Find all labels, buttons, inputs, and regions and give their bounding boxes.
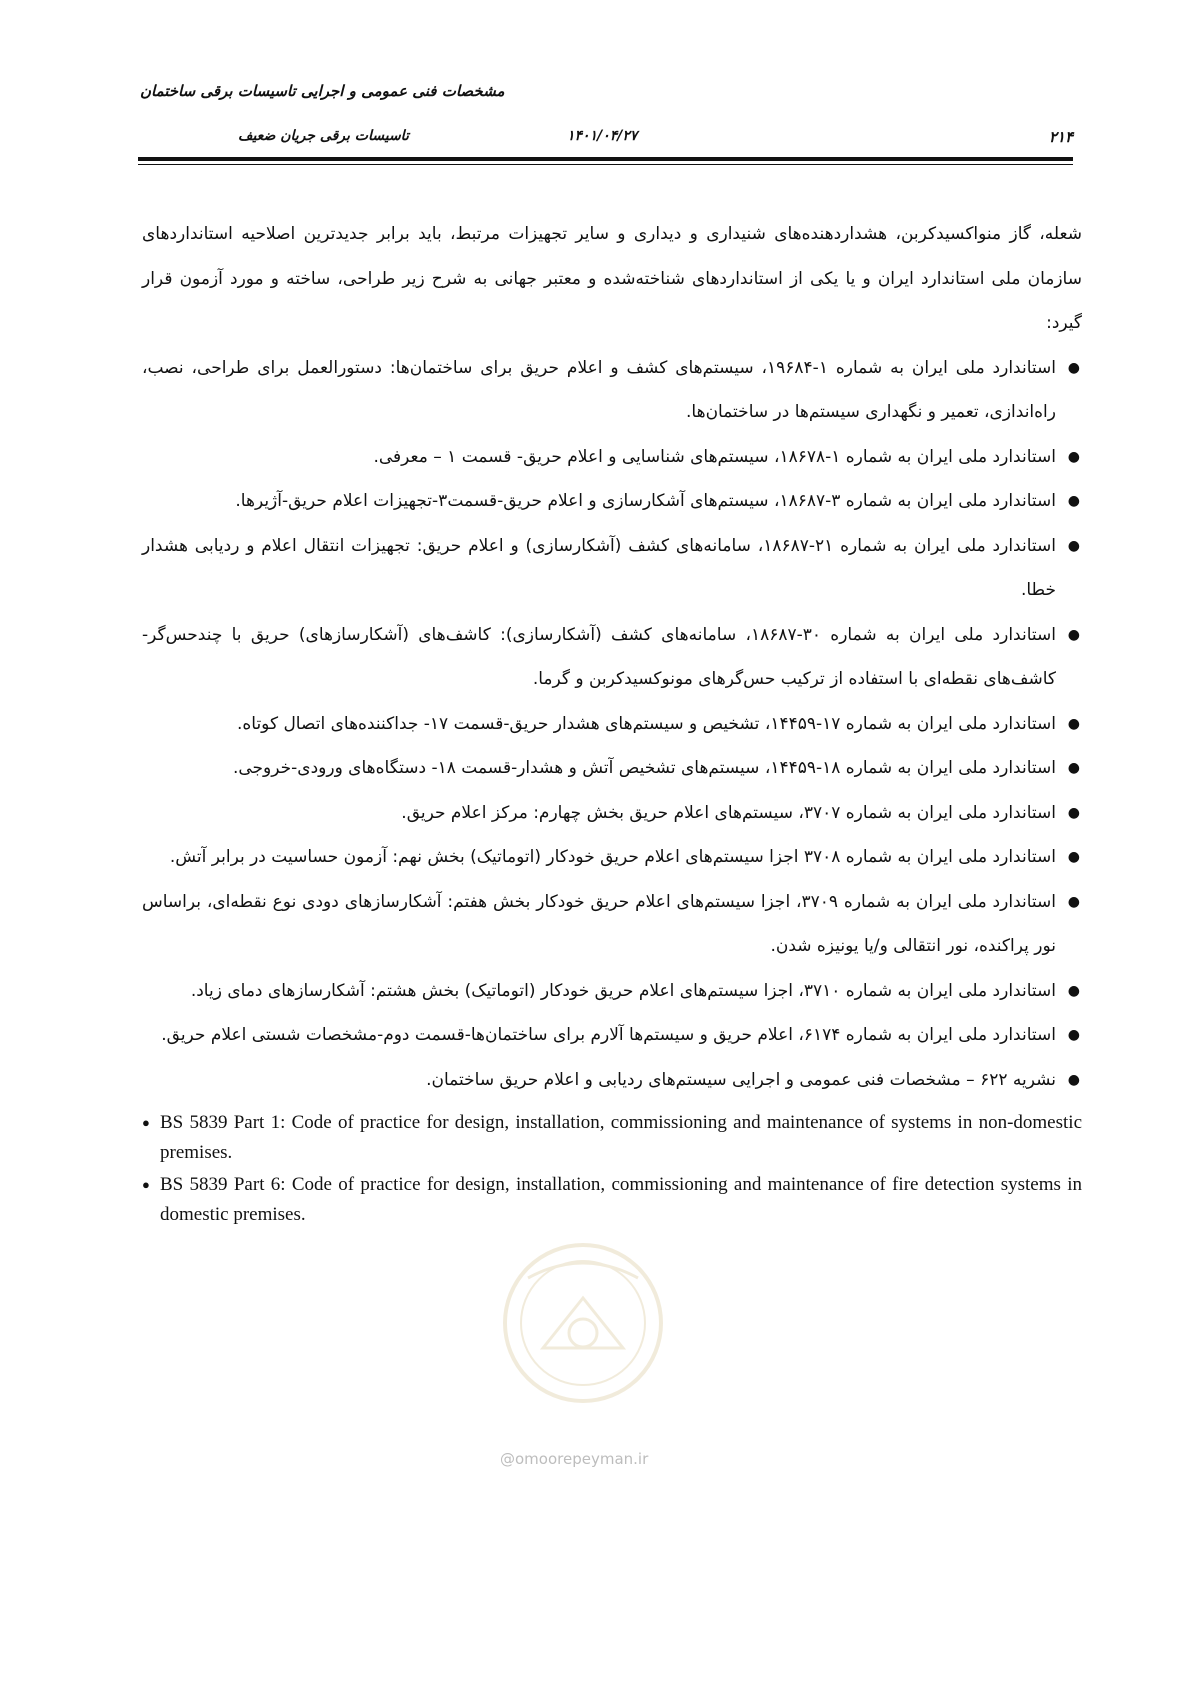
list-item: ● استاندارد ملی ایران به شماره ۳۷۰۸ اجزا سیستم‌های اعلام حریق خودکار (اتوماتیک) بخش نهم: آزمون حساسیت در برابر آتش.	[142, 835, 1082, 880]
list-item: ● BS 5839 Part 6: Code of practice for design, installation, commissioning and maintenance of fire detection systems in domestic premises.	[142, 1170, 1082, 1230]
list-item: ● استاندارد ملی ایران به شماره ۳-۱۸۶۸۷، سیستم‌های آشکارسازی و اعلام حریق-قسمت۳-تجهیزات اعلام حریق-آژیرها.	[142, 479, 1082, 524]
bullet-icon: ●	[1067, 1027, 1080, 1043]
list-item: ● استاندارد ملی ایران به شماره ۱-۱۹۶۸۴، سیستم‌های کشف و اعلام حریق برای ساختمان‌ها: دستورالعمل برای طراحی، نصب، راه‌اندازی، تعمیر و نگهداری سیستم‌ها در ساختمان‌ها.	[142, 346, 1082, 435]
bullet-icon: ●	[1067, 493, 1080, 509]
list-item: ● استاندارد ملی ایران به شماره ۳۷۰۷، سیستم‌های اعلام حریق بخش چهارم: مرکز اعلام حریق.	[142, 791, 1082, 836]
bullet-icon: ●	[1067, 448, 1080, 465]
watermark-logo	[488, 1238, 678, 1408]
list-item: ● استاندارد ملی ایران به شماره ۳۷۰۹، اجزا سیستم‌های اعلام حریق خودکار بخش هفتم: آشکارسازهای دودی نوع نقطه‌ای، براساس نور پراکنده، نور انتقالی و/یا یونیزه شدن.	[142, 880, 1082, 969]
revision-date: ۱۴۰۱/۰۴/۲۷	[567, 128, 638, 144]
header-rule-thin	[138, 164, 1073, 165]
list-item: ● نشریه ۶۲۲ – مشخصات فنی عمومی و اجرایی سیستم‌های ردیابی و اعلام حریق ساختمان.	[142, 1058, 1082, 1103]
list-item: ● استاندارد ملی ایران به شماره ۱۸-۱۴۴۵۹، سیستم‌های تشخیص آتش و هشدار-قسمت ۱۸- دستگاه‌های ورودی-خروجی.	[142, 746, 1082, 791]
list-item: ● استاندارد ملی ایران به شماره ۳۰-۱۸۶۸۷، سامانه‌های کشف (آشکارسازی): کاشف‌های (آشکارسازهای) حریق با چندحس‌گر- کاشف‌های نقطه‌ای با استفاده از ترکیب حس‌گرهای مونوکسیدکربن و گرما.	[142, 613, 1082, 702]
section-title: تاسیسات برقی جریان ضعیف	[238, 128, 409, 144]
list-item: ● استاندارد ملی ایران به شماره ۱-۱۸۶۷۸، سیستم‌های شناسایی و اعلام حریق- قسمت ۱ – معرفی.	[142, 435, 1082, 480]
list-item: ● استاندارد ملی ایران به شماره ۶۱۷۴، اعلام حریق و سیستم‌ها آلارم برای ساختمان‌ها-قسمت دوم-مشخصات شستی اعلام حریق.	[142, 1013, 1082, 1058]
bullet-icon: ●	[1067, 982, 1080, 999]
list-item: ● استاندارد ملی ایران به شماره ۲۱-۱۸۶۸۷، سامانه‌های کشف (آشکارسازی) و اعلام حریق: تجهیزات انتقال اعلام و ردیابی هشدار خطا.	[142, 524, 1082, 613]
bullet-icon: ●	[1067, 1071, 1080, 1088]
intro-paragraph: شعله، گاز منواکسیدکربن، هشداردهنده‌های شنیداری و دیداری و سایر تجهیزات مرتبط، باید برابر جدیدترین اصلاحیه استانداردهای سازمان ملی استاندارد ایران و یا یکی از استانداردهای شناخته‌شده و معتبر جهانی به شرح زیر طراحی، ساخته و مورد آزمون قرار گیرد:	[142, 224, 1082, 333]
bullet-icon: ●	[1067, 715, 1080, 732]
header-rule-thick	[138, 157, 1073, 161]
persian-standards-list	[142, 346, 1082, 1103]
bullet-icon: ●	[1067, 626, 1080, 643]
watermark-url: @omoorepeyman.ir	[500, 1450, 649, 1468]
list-item: ● استاندارد ملی ایران به شماره ۳۷۱۰، اجزا سیستم‌های اعلام حریق خودکار (اتوماتیک) بخش هشتم: آشکارسازهای دمای زیاد.	[142, 969, 1082, 1014]
british-standards-list	[142, 1108, 1082, 1230]
page-body	[142, 212, 1082, 1232]
bullet-icon: ●	[142, 1115, 150, 1130]
document-title: مشخصات فنی عمومی و اجرایی تاسیسات برقی ساختمان	[140, 82, 505, 100]
bullet-icon: ●	[1067, 760, 1080, 776]
bullet-icon: ●	[1067, 893, 1080, 910]
list-item: ● استاندارد ملی ایران به شماره ۱۷-۱۴۴۵۹، تشخیص و سیستم‌های هشدار حریق-قسمت ۱۷- جداکننده‌های اتصال کوتاه.	[142, 702, 1082, 747]
bullet-icon: ●	[142, 1177, 150, 1192]
bullet-icon: ●	[1067, 849, 1080, 865]
bullet-icon: ●	[1067, 359, 1080, 376]
list-item: ● BS 5839 Part 1: Code of practice for design, installation, commissioning and maintenance of systems in non-domestic premises.	[142, 1108, 1082, 1168]
page-number: ۲۱۴	[1048, 128, 1073, 146]
bullet-icon: ●	[1067, 537, 1080, 554]
bullet-icon: ●	[1067, 804, 1080, 821]
